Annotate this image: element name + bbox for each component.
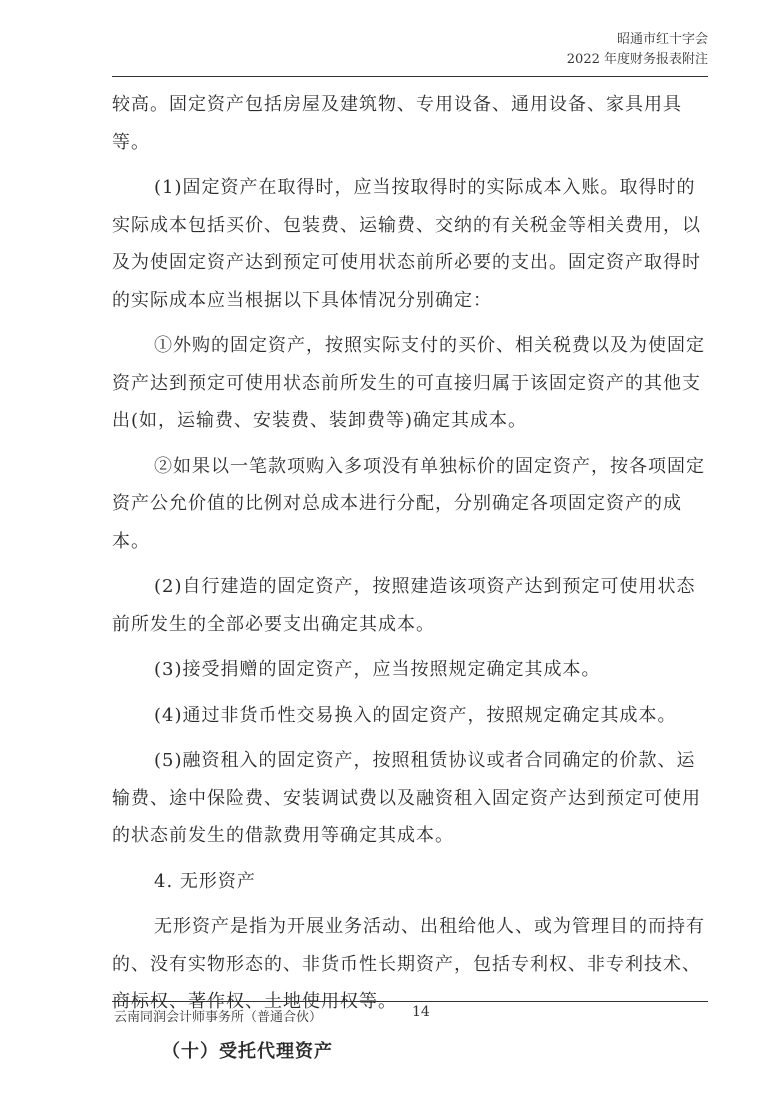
- document-body: [112, 86, 712, 1070]
- paragraph: (4)通过非货币性交易换入的固定资产，按照规定确定其成本。: [154, 704, 677, 726]
- paragraph: 较高。固定资产包括房屋及建筑物、专用设备、通用设备、家具用具等。: [112, 94, 682, 153]
- paragraph: ②如果以一笔款项购入多项没有单独标价的固定资产，按各项固定资产公允价值的比例对总成本进行分配，分别确定各项固定资产的成本。: [112, 455, 705, 552]
- section-heading: 4. 无形资产: [154, 870, 256, 892]
- header-report-title: 2022 年度财务报表附注: [566, 52, 708, 67]
- footer-rule: [112, 1001, 708, 1002]
- paragraph: (5)融资租入的固定资产，按照租赁协议或者合同确定的价款、运输费、途中保险费、安装调试费以及融资租入固定资产达到预定可使用的状态前发生的借款费用等确定其成本。: [112, 750, 701, 846]
- paragraph: ①外购的固定资产，按照实际支付的买价、相关税费以及为使固定资产达到预定可使用状态前所发生的可直接归属于该固定资产的其他支出(如，运输费、安装费、装卸费等)确定其成本。: [112, 335, 705, 431]
- footer-firm: 云南同润会计师事务所（普通合伙）: [114, 1010, 323, 1025]
- section-heading: （十）受托代理资产: [162, 1040, 333, 1062]
- paragraph: (3)接受捐赠的固定资产，应当按照规定确定其成本。: [154, 659, 601, 680]
- page-header: [567, 30, 708, 70]
- header-rule: [112, 76, 708, 77]
- page-number: 14: [412, 1004, 430, 1020]
- paragraph: (2)自行建造的固定资产，按照建造该项资产达到预定可使用状态前所发生的全部必要支出确定其成本。: [112, 576, 696, 635]
- paragraph: 无形资产是指为开展业务活动、出租给他人、或为管理目的而持有的、没有实物形态的、非货币性长期资产，包括专利权、非专利技术、商标权、著作权、土地使用权等。: [112, 916, 705, 1012]
- paragraph: (1)固定资产在取得时，应当按取得时的实际成本入账。取得时的实际成本包括买价、包装费、运输费、交纳的有关税金等相关费用，以及为使固定资产达到预定可使用状态前所必要的支出。固定资产取得时的实际成本应当根据以下具体情况分别确定：: [112, 177, 701, 311]
- header-org: 昭通市红十字会: [616, 32, 708, 47]
